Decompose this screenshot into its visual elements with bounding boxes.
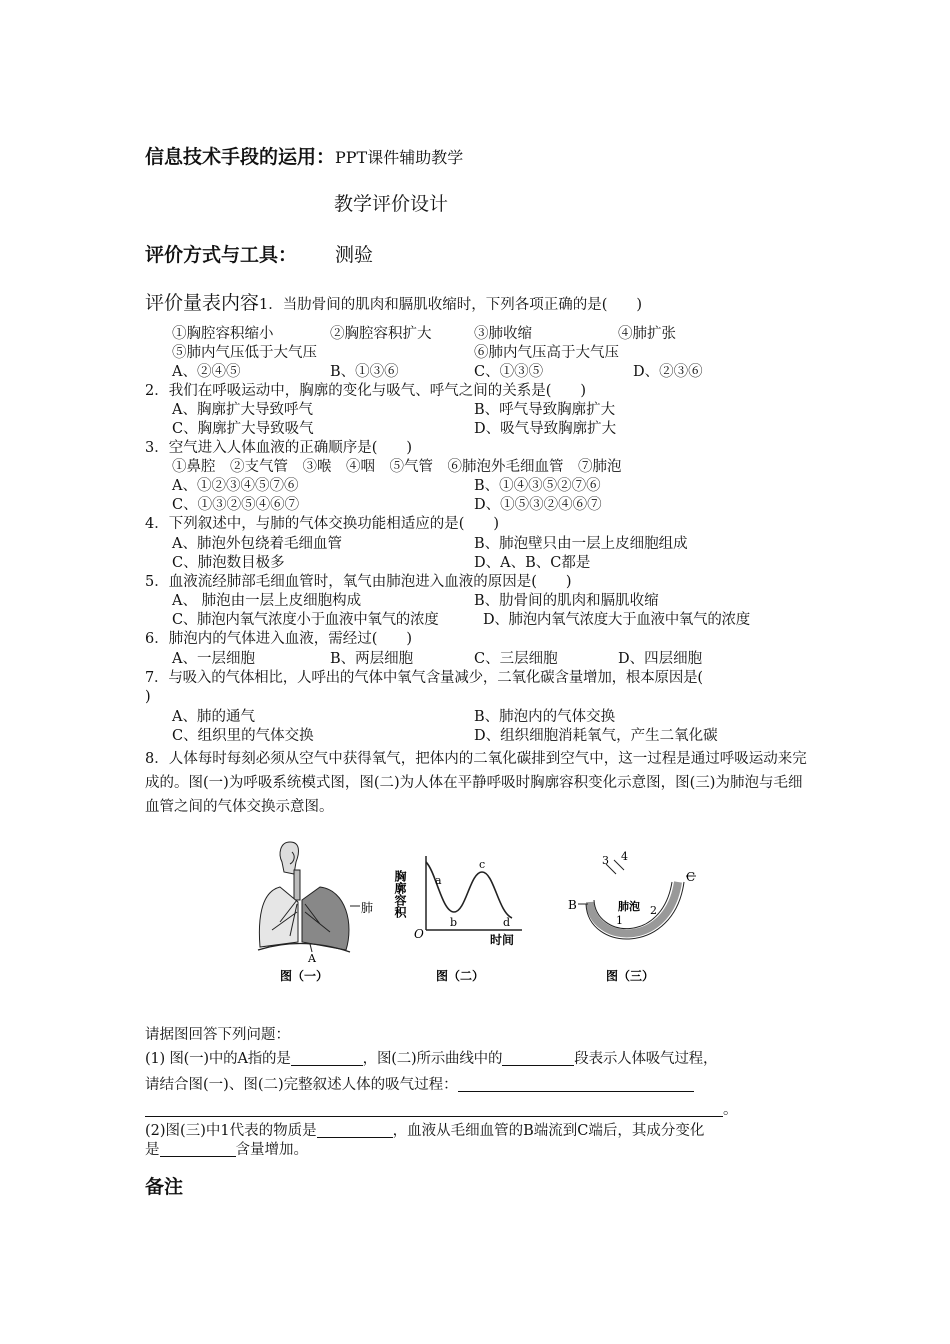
info-tech-label: 信息技术手段的运用： xyxy=(145,146,336,168)
q8-p2-text-a: (2)图(三)中1代表的物质是 xyxy=(145,1123,317,1139)
answer-blank-substance-1[interactable] xyxy=(317,1121,393,1138)
fig1-label-lung: 肺 xyxy=(361,901,374,915)
answer-blank-inhale-process-cont[interactable] xyxy=(145,1100,723,1117)
fig2-ylabel: 胸廓容积 xyxy=(393,870,407,918)
q6-option-c: C、三层细胞 xyxy=(474,651,558,667)
respiration-figures xyxy=(250,832,720,992)
q8-p2-text-d: 含量增加。 xyxy=(235,1142,308,1158)
q4-option-c: C、肺泡数目极多 xyxy=(172,555,285,571)
answer-blank-inhale-segment[interactable] xyxy=(502,1049,574,1066)
fig2-xlabel: 时间 xyxy=(490,933,515,947)
q1-option-a: A、②④⑤ xyxy=(172,364,241,380)
q1-item-2: ②胸腔容积扩大 xyxy=(330,326,432,342)
q8-part2-line2 xyxy=(145,1140,308,1159)
fig3-alveolus: 肺泡 xyxy=(618,900,640,913)
q1-option-c: C、①③⑤ xyxy=(474,364,544,380)
rubric-label: 评价量表内容 xyxy=(145,292,260,314)
q3-stem: 3．空气进入人体血液的正确顺序是( ) xyxy=(145,440,413,456)
q8-part1-line2 xyxy=(145,1075,694,1094)
q7-option-c: C、组织里的气体交换 xyxy=(172,728,314,744)
fig3-n3: 3 xyxy=(602,854,609,867)
fig1-respiratory-system xyxy=(258,842,360,952)
q8-part1-line3 xyxy=(145,1100,738,1119)
q3-option-d: D、①⑤③②④⑥⑦ xyxy=(474,497,602,513)
q5-option-b: B、肋骨间的肌肉和膈肌收缩 xyxy=(474,593,659,609)
method-heading xyxy=(145,240,373,267)
q8-prompt: 请据图回答下列问题： xyxy=(145,1027,290,1043)
q5-stem: 5．血液流经肺部毛细血管时，氧气由肺泡进入血液的原因是( ) xyxy=(145,574,572,590)
q8-p1-text-d: 请结合图(一)、图(二)完整叙述人体的吸气过程： xyxy=(145,1077,458,1093)
q2-option-c: C、胸廓扩大导致吸气 xyxy=(172,421,314,437)
q1-item-3: ③肺收缩 xyxy=(474,326,532,342)
q8-p2-text-c: 是 xyxy=(145,1142,160,1158)
q2-option-b: B、呼气导致胸廓扩大 xyxy=(474,402,616,418)
answer-blank-inhale-process[interactable] xyxy=(458,1075,694,1092)
q4-option-b: B、肺泡壁只由一层上皮细胞组成 xyxy=(474,536,688,552)
method-label: 评价方式与工具： xyxy=(145,244,298,266)
answer-blank-increased-component[interactable] xyxy=(160,1140,236,1157)
answer-blank-a[interactable] xyxy=(291,1049,363,1066)
fig2-point-a: a xyxy=(435,874,442,887)
q1-stem: 1．当肋骨间的肌肉和膈肌收缩时，下列各项正确的是( ) xyxy=(259,297,643,313)
rubric-heading xyxy=(145,288,642,315)
fig3-label-c: C xyxy=(686,870,696,884)
q1-item-5: ⑤肺内气压低于大气压 xyxy=(172,345,317,361)
q1-item-1: ①胸腔容积缩小 xyxy=(172,326,274,342)
q5-option-a: A、 肺泡由一层上皮细胞构成 xyxy=(172,593,362,609)
fig2-point-c: c xyxy=(479,858,486,871)
fig2-point-d: d xyxy=(503,916,511,929)
method-value: 测验 xyxy=(335,244,374,266)
q3-option-a: A、①②③④⑤⑦⑥ xyxy=(172,478,299,494)
q4-option-a: A、肺泡外包绕着毛细血管 xyxy=(172,536,342,552)
q8-part1-line1 xyxy=(145,1049,717,1068)
fig1-label-a: A xyxy=(308,952,316,965)
info-tech-heading xyxy=(145,142,463,169)
q7-stem: 7．与吸入的气体相比，人呼出的气体中氧气含量减少，二氧化碳含量增加，根本原因是( xyxy=(145,670,703,686)
q8-part2-line1 xyxy=(145,1121,704,1140)
q6-option-b: B、两层细胞 xyxy=(330,651,414,667)
q7-option-a: A、肺的通气 xyxy=(172,709,255,725)
q3-items: ①鼻腔 ②支气管 ③喉 ④咽 ⑤气管 ⑥肺泡外毛细血管 ⑦肺泡 xyxy=(172,459,622,475)
q2-option-a: A、胸廓扩大导致呼气 xyxy=(172,402,313,418)
q5-option-d: D、肺泡内氧气浓度大于血液中氧气的浓度 xyxy=(483,612,750,628)
fig2-point-b: b xyxy=(450,916,458,929)
q6-option-d: D、四层细胞 xyxy=(618,651,703,667)
q1-item-4: ④肺扩张 xyxy=(618,326,676,342)
q7-option-b: B、肺泡内的气体交换 xyxy=(474,709,616,725)
fig3-caption: 图（三） xyxy=(606,969,655,983)
design-title: 教学评价设计 xyxy=(334,193,449,215)
fig3-n1: 1 xyxy=(616,914,623,927)
q4-option-d: D、A、B、C都是 xyxy=(474,555,591,571)
q8-p1-text-a: (1) 图(一)中的A指的是 xyxy=(145,1051,291,1067)
info-tech-value: PPT课件辅助教学 xyxy=(335,148,464,167)
q4-stem: 4．下列叙述中，与肺的气体交换功能相适应的是( ) xyxy=(145,516,500,532)
q8-p1-end: 。 xyxy=(723,1102,738,1118)
fig1-caption: 图（一） xyxy=(280,969,329,983)
remarks-heading: 备注 xyxy=(145,1176,184,1198)
fig3-label-b: B xyxy=(568,898,577,912)
q7-option-d: D、组织细胞消耗氧气，产生二氧化碳 xyxy=(474,728,718,744)
q2-stem: 2．我们在呼吸运动中，胸廓的变化与吸气、呼气之间的关系是( ) xyxy=(145,383,587,399)
q2-option-d: D、吸气导致胸廓扩大 xyxy=(474,421,617,437)
fig2-caption: 图（二） xyxy=(436,969,485,983)
q6-option-a: A、一层细胞 xyxy=(172,651,255,667)
q5-option-c: C、肺泡内氧气浓度小于血液中氧气的浓度 xyxy=(172,612,439,628)
q1-option-d: D、②③⑥ xyxy=(633,364,703,380)
q8-stem: 8．人体每时每刻必须从空气中获得氧气，把体内的二氧化碳排到空气中，这一过程是通过呼吸运动来完成的。图(一)为呼吸系统模式图，图(二)为人体在平静呼吸时胸廓容积变化示意图，图(三)为肺泡与毛细血管之间的气体交换示意图。 xyxy=(145,751,807,815)
q1-item-6: ⑥肺内气压高于大气压 xyxy=(474,345,619,361)
q8-p2-text-b: ，血液从毛细血管的B端流到C端后，其成分变化 xyxy=(392,1123,705,1139)
q1-option-b: B、①③⑥ xyxy=(330,364,399,380)
fig3-n2: 2 xyxy=(650,904,657,917)
fig3-n4: 4 xyxy=(621,850,628,863)
q8-p1-text-b: ，图(二)所示曲线中的 xyxy=(362,1051,503,1067)
q6-stem: 6．肺泡内的气体进入血液，需经过( ) xyxy=(145,631,413,647)
q3-option-c: C、①③②⑤④⑥⑦ xyxy=(172,497,300,513)
q3-option-b: B、①④③⑤②⑦⑥ xyxy=(474,478,601,494)
q7-stem-end: ) xyxy=(145,689,151,705)
fig2-origin: O xyxy=(414,927,424,941)
q8-p1-text-c: 段表示人体吸气过程， xyxy=(574,1051,718,1067)
